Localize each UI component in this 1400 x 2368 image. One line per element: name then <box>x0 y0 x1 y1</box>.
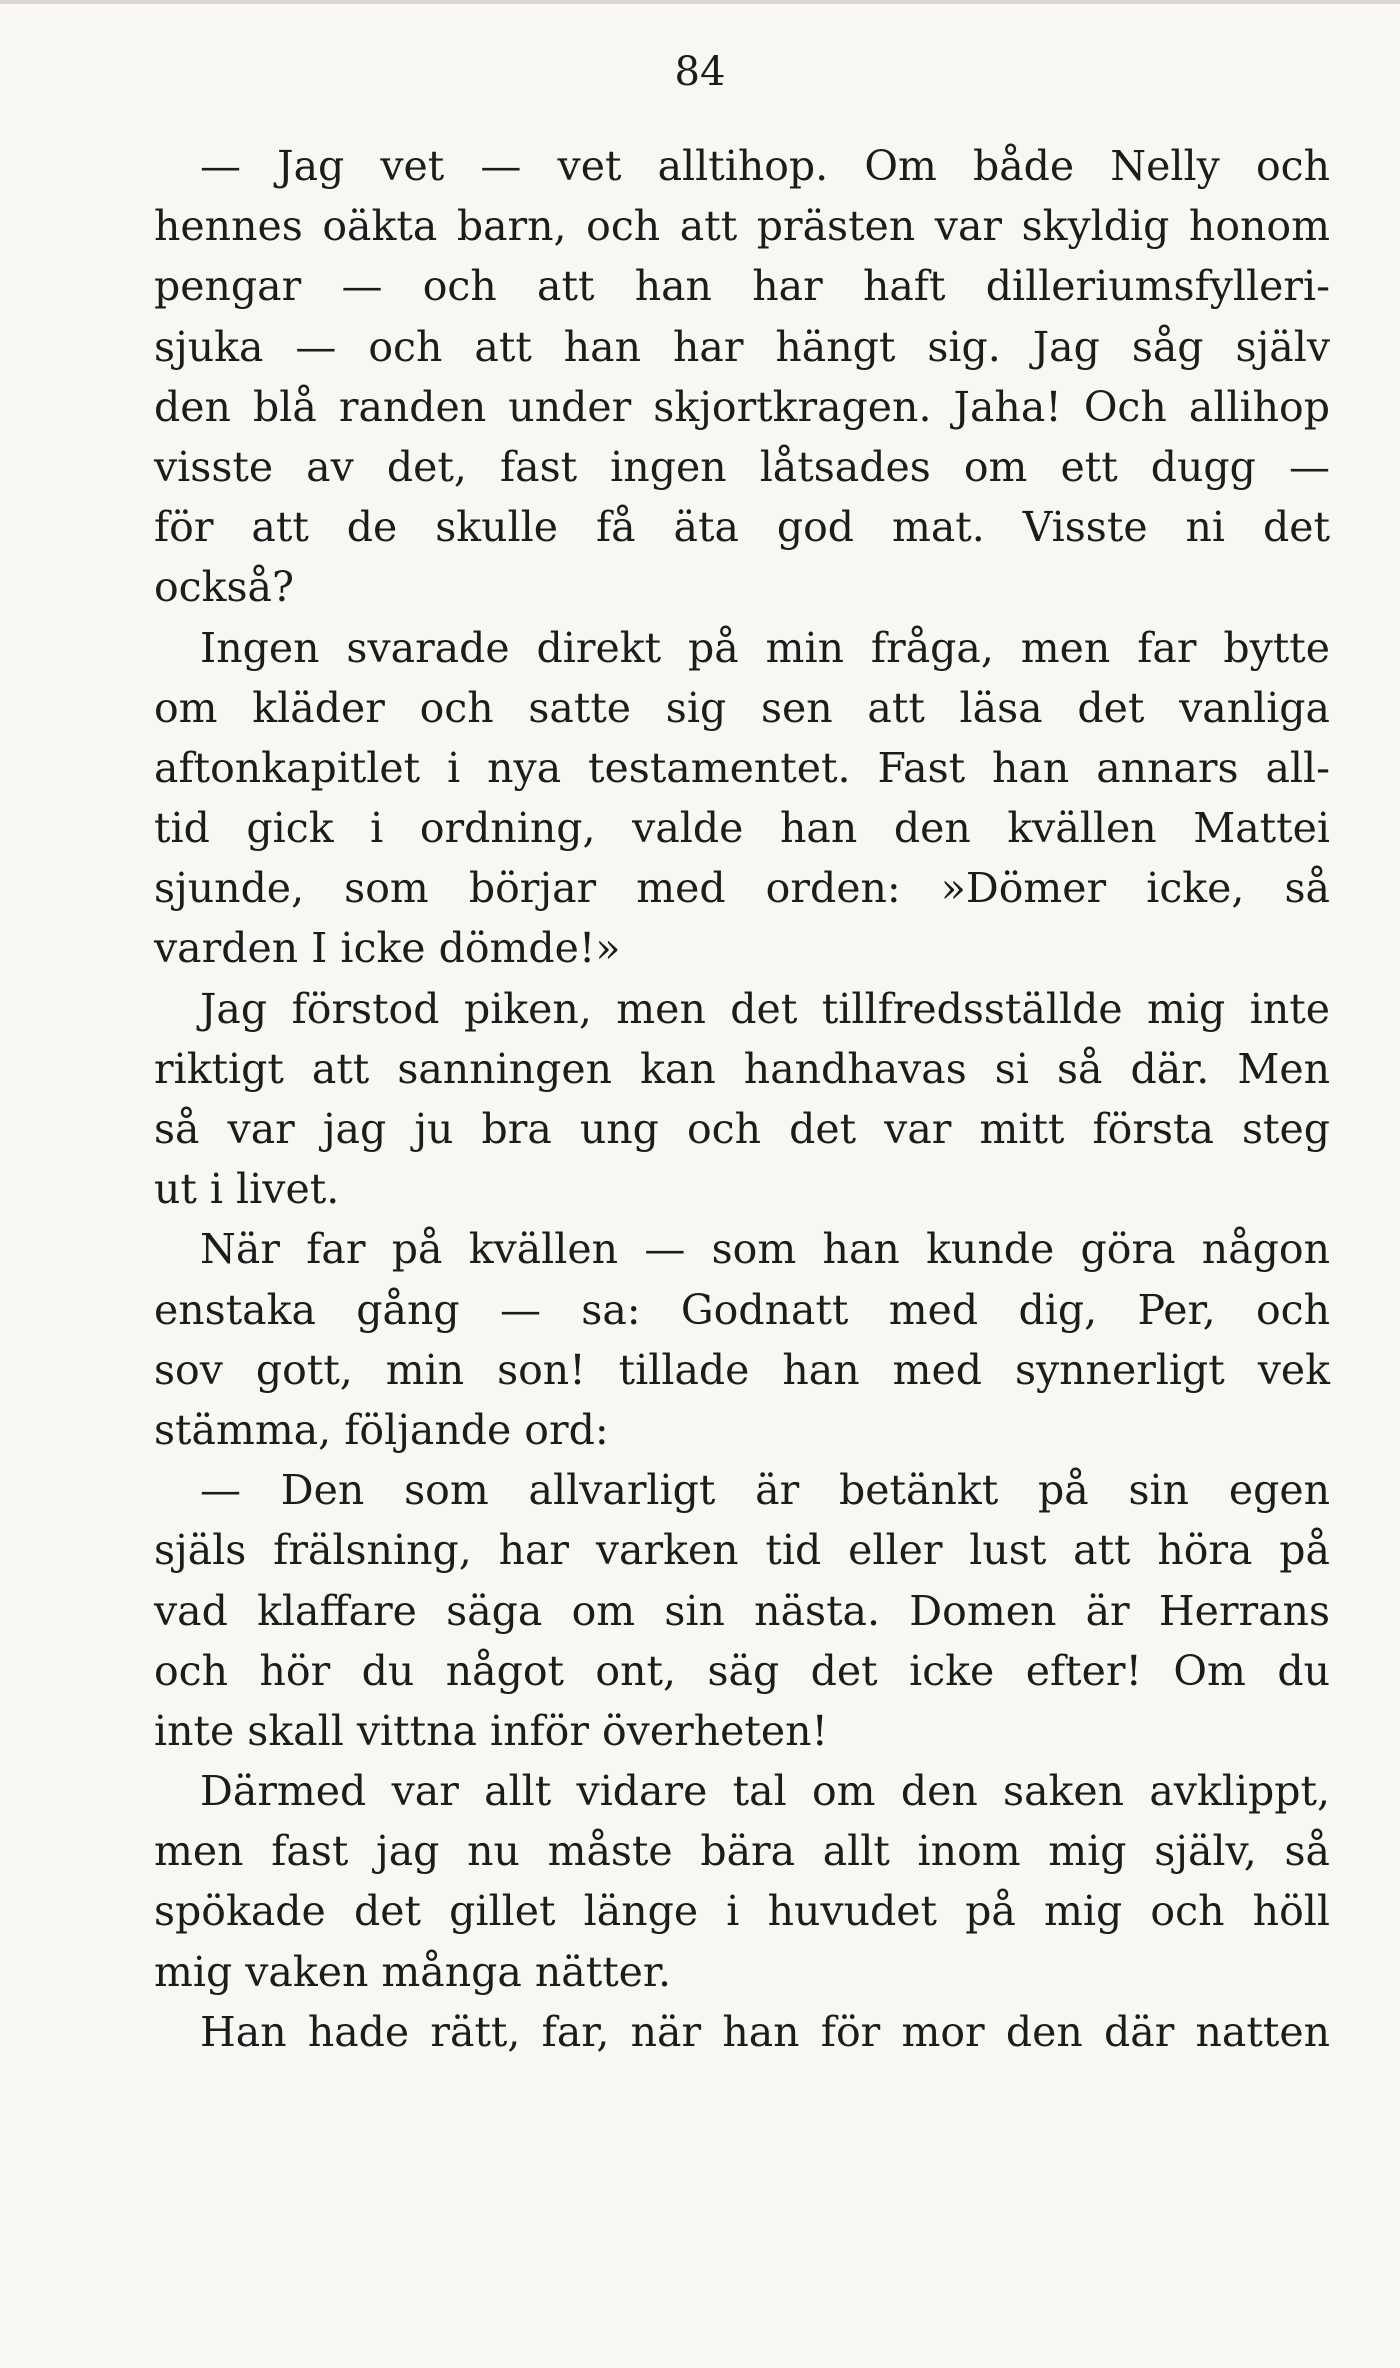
text-line: sov gott, min son! tillade han med synnerligt vek <box>154 1345 1330 1394</box>
text-line: Ingen svarade direkt på min fråga, men far bytte <box>200 623 1330 672</box>
text-line: ut i livet. <box>154 1165 340 1214</box>
text-line: spökade det gillet länge i huvudet på mig och höll <box>154 1887 1330 1936</box>
text-line: hennes oäkta barn, och att prästen var skyldig honom <box>154 202 1330 251</box>
text-line: för att de skulle få äta god mat. Visste ni det <box>154 503 1330 552</box>
text-line: När far på kvällen — som han kunde göra någon <box>200 1225 1330 1274</box>
body-text <box>154 136 1330 2062</box>
text-line: — Jag vet — vet alltihop. Om både Nelly och <box>200 142 1330 190</box>
text-line: Därmed var allt vidare tal om den saken avklippt, <box>200 1767 1330 1816</box>
text-line: Jag förstod piken, men det tillfredsställde mig inte <box>200 984 1330 1033</box>
text-line: enstaka gång — sa: Godnatt med dig, Per, och <box>154 1285 1330 1334</box>
text-line: inte skall vittna inför överheten! <box>154 1706 828 1755</box>
text-line: mig vaken många nätter. <box>154 1947 672 1996</box>
text-line: tid gick i ordning, valde han den kvällen Mattei <box>154 804 1330 853</box>
text-line: också? <box>154 563 294 612</box>
page-top-edge <box>0 0 1400 4</box>
page-number: 84 <box>674 49 726 95</box>
text-line: själs frälsning, har varken tid eller lust att höra på <box>154 1526 1330 1575</box>
text-line: om kläder och satte sig sen att läsa det vanliga <box>154 683 1330 732</box>
text-line: men fast jag nu måste bära allt inom mig själv, så <box>154 1827 1330 1876</box>
text-line: Han hade rätt, far, när han för mor den där natten <box>200 2007 1330 2056</box>
text-line: sjuka — och att han har hängt sig. Jag såg själv <box>154 322 1330 371</box>
text-line: pengar — och att han har haft dilleriumsfylleri- <box>154 262 1330 311</box>
text-line: aftonkapitlet i nya testamentet. Fast han annars all- <box>154 743 1330 792</box>
text-line: vad klaffare säga om sin nästa. Domen är Herrans <box>154 1586 1330 1635</box>
text-line: den blå randen under skjortkragen. Jaha! Och allihop <box>154 382 1330 431</box>
text-line: varden I icke dömde!» <box>154 924 621 973</box>
text-line: visste av det, fast ingen låtsades om ett dugg — <box>154 442 1330 491</box>
text-line: så var jag ju bra ung och det var mitt första steg <box>154 1105 1330 1153</box>
text-line: och hör du något ont, säg det icke efter! Om du <box>154 1646 1330 1695</box>
text-line: sjunde, som börjar med orden: »Dömer icke, så <box>154 864 1330 913</box>
text-line: — Den som allvarligt är betänkt på sin egen <box>200 1466 1330 1515</box>
text-line: riktigt att sanningen kan handhavas si så där. Men <box>154 1044 1330 1093</box>
text-line: stämma, följande ord: <box>154 1405 609 1454</box>
